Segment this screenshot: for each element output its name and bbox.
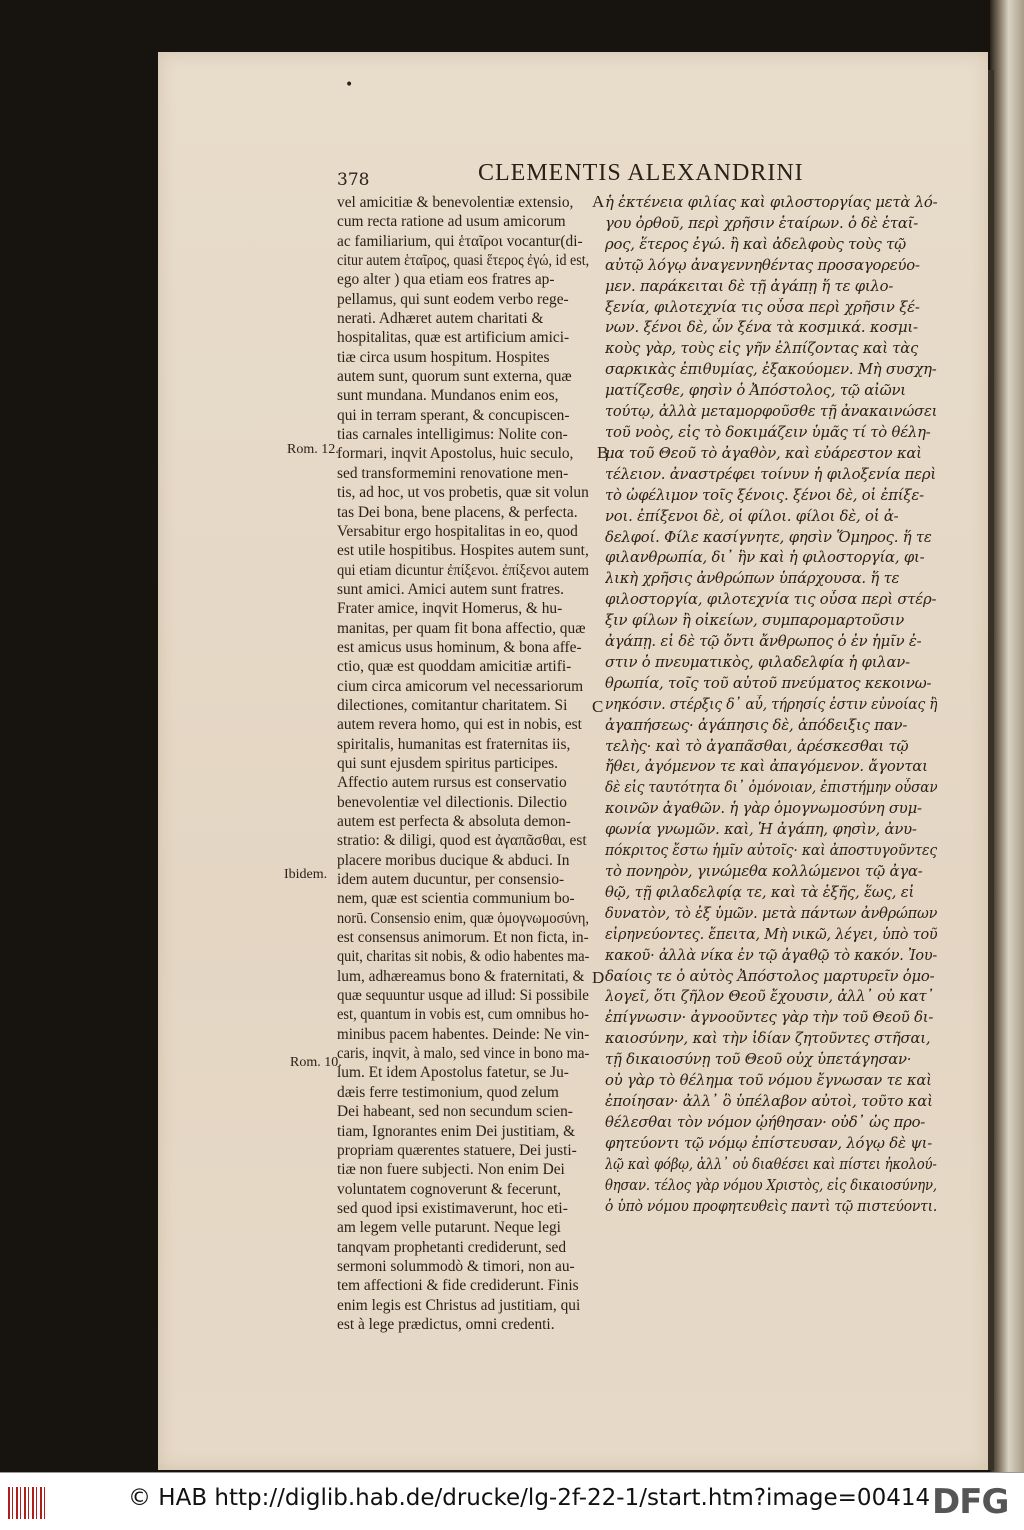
greek-text-line: ἀγάπῃ. εἰ δὲ τῷ ὄντι ἄνθρωπος ὁ ἐν ἡμῖν ἐ- bbox=[605, 633, 922, 651]
greek-text-line: αὐτῷ λόγῳ ἀναγεννηθέντας προσαγορεύο- bbox=[605, 256, 920, 274]
latin-text-line: tas Dei bona, bene placens, & perfecta. bbox=[337, 503, 578, 521]
latin-text-line: placere moribus ducique & abduci. In bbox=[337, 851, 570, 869]
latin-text-line: tias carnales intelligimus: Nolite con- bbox=[337, 426, 568, 444]
greek-text-line: φητεύοντι τῷ νόμῳ ἐπίστευσαν, λόγῳ δὲ ψι- bbox=[605, 1134, 933, 1152]
greek-text-line: κακοῦ· ἀλλὰ νίκα ἐν τῷ ἀγαθῷ τὸ κακόν. Ἰου- bbox=[605, 946, 938, 964]
latin-text-line: autem sunt, quorum sunt externa, quæ bbox=[337, 368, 572, 386]
greek-text-line: ἀγαπήσεως· ἀγάπησις δὲ, ἀπόδειξις παν- bbox=[605, 716, 908, 734]
latin-text-line: autem revera homo, qui est in nobis, est bbox=[337, 716, 582, 734]
latin-text-line: tis, ad hoc, ut vos probetis, quæ sit volun bbox=[337, 484, 589, 502]
greek-text-line: μεν. παράκειται δὲ τῇ ἀγάπῃ ἥ τε φιλο- bbox=[605, 277, 894, 295]
copyright-link[interactable]: © HAB http://diglib.hab.de/drucke/lg-2f-22-1/start.htm?image=00414 bbox=[128, 1485, 931, 1511]
greek-text-line: στιν ὁ πνευματικὸς, φιλαδελφία ἡ φιλαν- bbox=[605, 653, 910, 671]
latin-text-line: benevolentiæ vel dilectionis. Dilectio bbox=[337, 793, 567, 811]
latin-text-line: vel amicitiæ & benevolentiæ extensio, bbox=[337, 194, 574, 211]
latin-text-line: qui sunt ejusdem spiritus participes. bbox=[337, 754, 558, 772]
greek-text-line: μα τοῦ Θεοῦ τὸ ἀγαθὸν, καὶ εὐάρεστον καὶ bbox=[605, 444, 922, 462]
latin-text-line: est, quantum in vobis est, cum omnibus ho- bbox=[337, 1006, 589, 1024]
page-number: 378 bbox=[337, 170, 370, 190]
latin-text-line: Versabitur ergo hospitalitas in eo, quod bbox=[337, 522, 578, 540]
latin-text-line: lum, adhæreamus bono & fraternitati, & bbox=[337, 967, 585, 985]
greek-text-line: δελφοί. Φίλε κασίγνητε, φησὶν Ὅμηρος. ἥ τε bbox=[605, 528, 932, 546]
page-mark: • bbox=[345, 77, 354, 93]
dfg-logo: DFG bbox=[932, 1482, 1009, 1522]
latin-text-line: voluntatem cognoverunt & fecerunt, bbox=[337, 1180, 561, 1198]
hab-barcode-icon bbox=[8, 1487, 48, 1519]
greek-text-line: γου ὀρθοῦ, περὶ χρῆσιν ἑταίρων. ὁ δὲ ἑταῖ- bbox=[605, 214, 919, 232]
viewer-footer bbox=[0, 1472, 1024, 1530]
greek-text-line: τελὴς· καὶ τὸ ἀγαπᾶσθαι, ἀρέσκεσθαι τῷ bbox=[605, 737, 909, 755]
latin-text-line: tem affectioni & fide crediderunt. Finis bbox=[337, 1277, 579, 1295]
latin-text-line: pellamus, qui sunt eodem verbo rege- bbox=[337, 290, 569, 308]
greek-text-line: νοι. ἐπίξενοι δὲ, οἱ φίλοι. φίλοι δὲ, οἱ ἀ- bbox=[605, 507, 899, 525]
greek-text-line: ματίζεσθε, φησὶν ὁ Ἀπόστολος, τῷ αἰῶνι bbox=[605, 382, 906, 400]
latin-text-line: Frater amice, inqvit Homerus, & hu- bbox=[337, 600, 563, 618]
latin-text-line: minibus pacem habentes. Deinde: Ne vin- bbox=[337, 1025, 590, 1043]
greek-text-line: τὸ ὠφέλιμον τοῖς ξένοις. ξένοι δὲ, οἱ ἐπίξε- bbox=[605, 486, 924, 504]
latin-text-line: cum recta ratione ad usum amicorum bbox=[337, 213, 566, 231]
greek-text-line: κοινῶν ἀγαθῶν. ἡ γὰρ ὁμογνωμοσύνη συμ- bbox=[605, 800, 922, 818]
latin-text-line: est consensus animorum. Et non ficta, in- bbox=[337, 929, 589, 947]
latin-text-line: citur autem ἑταῖρος, quasi ἕτερος ἐγώ, id est, bbox=[337, 252, 590, 270]
greek-text-line: θησαν. τέλος γὰρ νόμου Χριστὸς, εἰς δικαιοσύνην, bbox=[605, 1176, 937, 1194]
latin-text-line: ac familiarium, qui ἑταῖροι vocantur(di- bbox=[337, 232, 583, 250]
greek-text-line: ἡ ἐκτένεια φιλίας καὶ φιλοστοργίας μετὰ λό- bbox=[605, 194, 938, 211]
latin-text-line: cium circa amicorum vel necessariorum bbox=[337, 677, 584, 695]
greek-text-line: τοῦ νοὸς, εἰς τὸ δοκιμάζειν ὑμᾶς τί τὸ θέλη- bbox=[605, 423, 931, 441]
greek-text-line: εἰρηνεύοντες. ἔπειτα, Μὴ νικῶ, λέγει, ὑπὸ τοῦ bbox=[605, 925, 938, 943]
latin-text-line: ego alter ) qua etiam eos fratres ap- bbox=[337, 271, 555, 289]
greek-column bbox=[605, 193, 940, 1217]
greek-text-line: ἤθει, ἀγόμενον τε καὶ ἀπαγόμενον. ἄγονται bbox=[605, 758, 928, 776]
greek-text-line: ξενία, φιλοτεχνία τις οὖσα περὶ χρῆσιν ξέ- bbox=[605, 298, 920, 316]
latin-text-line: qui etiam dicuntur ἐπίξενοι. ἐπίξενοι autem bbox=[337, 561, 589, 579]
latin-text-line: tanqvam prophetanti crediderunt, sed bbox=[337, 1238, 567, 1256]
latin-text-line: lum. Et idem Apostolus fatetur, se Ju- bbox=[337, 1064, 569, 1082]
greek-text-line: ξιν φίλων ἢ οἰκείων, συμπαρομαρτοῦσιν bbox=[605, 612, 905, 630]
section-letter-a: A bbox=[592, 192, 605, 211]
greek-text-line: τέλειον. ἀναστρέφει τοίνυν ἡ φιλοξενία περὶ bbox=[605, 465, 937, 483]
greek-text-line: σαρκικὰς ἐπιθυμίας, ἐξακούομεν. Μὴ συσχη- bbox=[605, 361, 937, 379]
section-letter-b: B bbox=[597, 443, 609, 462]
latin-text-line: ctio, quæ est quoddam amicitiæ artifi- bbox=[337, 658, 572, 676]
latin-text-line: nem, quæ est scientia communium bo- bbox=[337, 890, 575, 908]
latin-text-line: hospitalitas, quæ est artificium amici- bbox=[337, 329, 570, 347]
latin-text-line: sed quod ipsi existimaverunt, hoc eti- bbox=[337, 1199, 568, 1217]
margin-note-rom12: Rom. 12. bbox=[287, 442, 339, 457]
greek-text-line: δὲ εἰς ταυτότητα δι᾽ ὁμόνοιαν, ἐπιστήμην οὖσαν bbox=[605, 779, 938, 797]
greek-text-line: λικὴ χρῆσις ἀνθρώπων ὑπάρχουσα. ἥ τε bbox=[605, 570, 900, 588]
greek-text-line: τὸ πονηρὸν, γινώμεθα κολλώμενοι τῷ ἀγα- bbox=[605, 863, 923, 880]
latin-text-line: sed transformemini renovatione men- bbox=[337, 464, 569, 482]
greek-text-line: φιλανθρωπία, δι᾽ ἣν καὶ ἡ φιλοστοργία, φι- bbox=[605, 549, 925, 567]
latin-text-line: autem est perfecta & absoluta demon- bbox=[337, 813, 571, 830]
latin-text-line: sunt mundana. Mundanos enim eos, bbox=[337, 387, 559, 405]
latin-column bbox=[337, 193, 595, 1334]
latin-text-line: tiæ circa usum hospitum. Hospites bbox=[337, 348, 550, 366]
latin-text-line: norū. Consensio enim, quæ ὁμογνωμοσύνη, bbox=[337, 909, 590, 927]
greek-text-line: κοὺς γὰρ, τοὺς εἰς γῆν ἐλπίζοντας καὶ τὰς bbox=[605, 340, 919, 358]
latin-text-line: est utile hospitibus. Hospites autem sunt, bbox=[337, 542, 589, 560]
greek-text-line: οὐ γὰρ τὸ θέλημα τοῦ νόμου ἔγνωσαν τε καὶ bbox=[605, 1072, 932, 1090]
section-letter-c: C bbox=[592, 697, 604, 716]
latin-text-line: quit, charitas sit nobis, & odio habentes ma- bbox=[337, 948, 590, 966]
greek-text-line: φιλοστοργία, φιλοτεχνία τις οὖσα περὶ στέρ- bbox=[605, 591, 937, 609]
greek-text-line: φωνία γνωμῶν. καὶ, Ἡ ἀγάπη, φησὶν, ἀνυ- bbox=[605, 821, 917, 839]
latin-text-line: idem autem ducuntur, per consensio- bbox=[337, 871, 565, 889]
greek-text-line: δυνατὸν, τὸ ἐξ ὑμῶν. μετὰ πάντων ἀνθρώπων bbox=[605, 904, 938, 922]
adjacent-page-edge bbox=[990, 0, 1024, 1472]
latin-text-line: formari, inqvit Apostolus, huic seculo, bbox=[337, 445, 574, 463]
latin-text-line: sunt amici. Amici autem sunt fratres. bbox=[337, 580, 564, 598]
latin-text-line: stratio: & diligi, quod est ἀγαπᾶσθαι, est bbox=[337, 832, 587, 850]
greek-text-line: νων. ξένοι δὲ, ὧν ξένα τὰ κοσμικά. κοσμι- bbox=[605, 319, 918, 337]
greek-text-line: θῷ, τῇ φιλαδελφίᾳ τε, καὶ τὰ ἑξῆς, ἕως, εἰ bbox=[605, 883, 915, 901]
margin-note-rom10: Rom. 10. bbox=[290, 1055, 342, 1070]
latin-text-line: Affectio autem rursus est conservatio bbox=[337, 774, 567, 792]
greek-text-line: ἐποίησαν· ἀλλ᾽ ὃ ὑπέλαβον αὐτοὶ, τοῦτο καὶ bbox=[605, 1092, 933, 1110]
greek-text-line: λογεῖ, ὅτι ζῆλον Θεοῦ ἔχουσιν, ἀλλ᾽ οὐ κατ᾽ bbox=[605, 988, 934, 1006]
latin-text-line: sermoni solummodò & timori, non au- bbox=[337, 1257, 575, 1275]
latin-text-line: Dei habeant, sed non secundum scien- bbox=[337, 1103, 573, 1121]
greek-text-line: ὁ ὑπὸ νόμου προφητευθεὶς παντὶ τῷ πιστεύοντι. bbox=[605, 1197, 938, 1215]
latin-text-line: est à lege prædictus, omni credenti. bbox=[337, 1315, 555, 1333]
latin-text-line: caris, inqvit, à malo, sed vince in bono ma- bbox=[337, 1045, 590, 1063]
latin-text-line: enim legis est Christus ad justitiam, qui bbox=[337, 1296, 581, 1314]
latin-text-line: qui in terram sperant, & concupiscen- bbox=[337, 406, 570, 424]
latin-text-line: tiam, Ignorantes enim Dei justitiam, & bbox=[337, 1122, 576, 1140]
greek-text-line: νηκόσιν. στέρξις δ᾽ αὖ, τήρησίς ἐστιν εὐνοίας ἢ bbox=[605, 695, 938, 713]
section-letter-d: D bbox=[592, 968, 605, 987]
greek-text-line: τῇ δικαιοσύνῃ τοῦ Θεοῦ οὐχ ὑπετάγησαν· bbox=[605, 1051, 912, 1069]
greek-text-line: θέλεσθαι τὸν νόμον ᾠήθησαν· οὐδ᾽ ὡς προ- bbox=[605, 1113, 926, 1131]
latin-text-line: manitas, per quam fit bona affectio, quæ bbox=[337, 619, 586, 637]
running-title: CLEMENTIS ALEXANDRINI bbox=[478, 160, 804, 186]
latin-text-line: dæis ferre testimonium, quod zelum bbox=[337, 1083, 559, 1101]
latin-text-line: est amicus usus hominum, & bona affe- bbox=[337, 638, 582, 656]
latin-text-line: quæ sequuntur usque ad illud: Si possibile bbox=[337, 987, 589, 1005]
latin-text-line: spiritalis, humanitas est fraternitas iis, bbox=[337, 735, 571, 753]
greek-text-line: καιοσύνην, καὶ τὴν ἰδίαν ζητοῦντες στῆσαι, bbox=[605, 1030, 931, 1048]
greek-text-line: ἐπίγνωσιν· ἀγνοοῦντες γὰρ τὴν τοῦ Θεοῦ δι- bbox=[605, 1009, 934, 1027]
greek-text-line: πόκριτος ἔστω ἡμῖν αὐτοῖς· καὶ ἀποστυγοῦντες bbox=[605, 842, 938, 860]
greek-text-line: λῷ καὶ φόβῳ, ἀλλ᾽ οὐ διαθέσει καὶ πίστει ἠκολού- bbox=[605, 1155, 937, 1173]
latin-text-line: am legem velle putarunt. Neque legi bbox=[337, 1219, 561, 1237]
latin-text-line: dilectiones, comitantur charitatem. Si bbox=[337, 696, 568, 714]
greek-text-line: τούτῳ, ἀλλὰ μεταμορφοῦσθε τῇ ἀνακαινώσει bbox=[605, 403, 938, 421]
margin-note-ibidem: Ibidem. bbox=[284, 867, 328, 882]
greek-text-line: δαίοις τε ὁ αὐτὸς Ἀπόστολος μαρτυρεῖν ὁμο- bbox=[605, 967, 935, 985]
latin-text-line: tiæ non fuere subjecti. Non enim Dei bbox=[337, 1161, 565, 1179]
greek-text-line: ρος, ἕτερος ἐγώ. ἢ καὶ ἀδελφοὺς τοὺς τῷ bbox=[605, 235, 906, 253]
greek-text-line: θρωπία, τοῖς τοῦ αὐτοῦ πνεύματος κεκοινω- bbox=[605, 674, 932, 692]
latin-text-line: nerati. Adhæret autem charitati & bbox=[337, 310, 544, 328]
latin-text-line: propriam quærentes statuere, Dei justi- bbox=[337, 1141, 577, 1159]
